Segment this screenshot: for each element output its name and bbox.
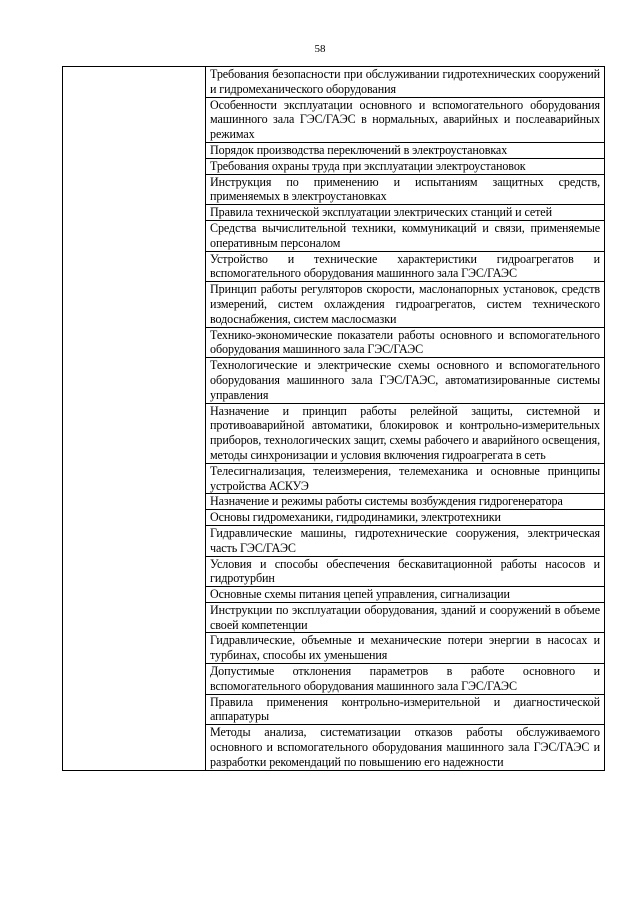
requirement-item: Гидравлические машины, гидротехнические сооружения, электрическая часть ГЭС/ГАЭС [206,525,605,556]
table-row [63,67,605,98]
requirement-item: Устройство и технические характеристики гидроагрегатов и вспомогательного оборудования машинного зала ГЭС/ГАЭС [206,251,605,282]
requirement-item: Инструкции по эксплуатации оборудования, зданий и сооружений в объеме своей компетенции [206,602,605,633]
page-number: 58 [314,43,326,55]
requirement-item: Методы анализа, систематизации отказов работы обслуживаемого основного и вспомогательного оборудования машинного зала ГЭС/ГАЭС и разработки рекомендаций по повышению его надежности [206,725,605,770]
requirement-item: Телесигнализация, телеизмерения, телемеханика и основные принципы устройства АСКУЭ [206,463,605,494]
requirement-item: Требования охраны труда при эксплуатации электроустановок [206,158,605,174]
requirement-item: Правила применения контрольно-измерительной и диагностической аппаратуры [206,694,605,725]
requirement-item: Принцип работы регуляторов скорости, маслонапорных установок, средств измерений, систем охлаждения гидроагрегатов, систем технического водоснабжения, систем маслосмазки [206,282,605,327]
requirement-item: Технико-экономические показатели работы основного и вспомогательного оборудования машинного зала ГЭС/ГАЭС [206,327,605,358]
requirement-item: Инструкция по применению и испытаниям защитных средств, применяемых в электроустановках [206,174,605,205]
requirement-item: Особенности эксплуатации основного и вспомогательного оборудования машинного зала ГЭС/ГАЭС в нормальных, аварийных и послеаварийных режимах [206,97,605,142]
requirement-item: Технологические и электрические схемы основного и вспомогательного оборудования машинного зала ГЭС/ГАЭС, автоматизированные системы управления [206,358,605,403]
requirement-item: Правила технической эксплуатации электрических станций и сетей [206,205,605,221]
requirements-table [62,66,605,771]
empty-left-column-cell [63,67,206,771]
requirements-table-body [63,67,605,771]
requirement-item: Основные схемы питания цепей управления, сигнализации [206,587,605,603]
requirement-item: Основы гидромеханики, гидродинамики, электротехники [206,510,605,526]
requirement-item: Назначение и принцип работы релейной защиты, системной и противоаварийной автоматики, блокировок и контрольно-измерительных приборов, технологических защит, схемы рабочего и аварийного освещения, методы синхронизации и условия включения гидроагрегата в сеть [206,403,605,463]
requirement-item: Средства вычислительной техники, коммуникаций и связи, применяемые оперативным персоналом [206,220,605,251]
requirement-item: Назначение и режимы работы системы возбуждения гидрогенератора [206,494,605,510]
requirement-item: Гидравлические, объемные и механические потери энергии в насосах и турбинах, способы их уменьшения [206,633,605,664]
requirement-item: Требования безопасности при обслуживании гидротехнических сооружений и гидромеханического оборудования [206,67,605,98]
requirement-item: Условия и способы обеспечения бескавитационной работы насосов и гидротурбин [206,556,605,587]
requirement-item: Допустимые отклонения параметров в работе основного и вспомогательного оборудования машинного зала ГЭС/ГАЭС [206,664,605,695]
requirement-item: Порядок производства переключений в электроустановках [206,142,605,158]
